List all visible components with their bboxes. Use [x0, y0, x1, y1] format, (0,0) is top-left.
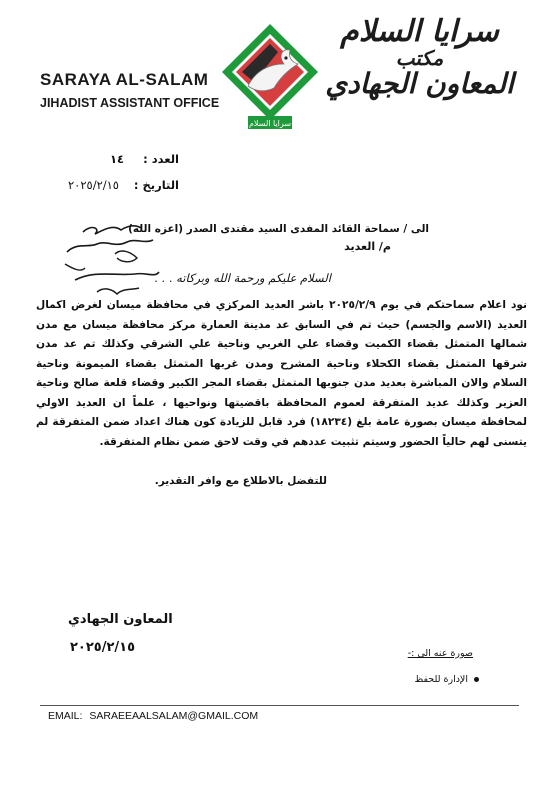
footer-email	[48, 710, 258, 722]
letter-body: نود اعلام سماحتكم في يوم ٢٠٢٥/٢/٩ باشر العديد المركزي في محافظة ميسان لغرض اكمال العديد (الاسم والجسم) حيث تم في السابق عد مدينة العمارة مركز محافظة ميسان مع مدن شمالها المتمثل بقضاء الكميت وقضاء علي الغربي وناحية علي الشرقي وكذلك تم عد مدن شرقها المتمثل بقضاء الكحلاء وناحية المشرح ومدن غربها المتمثل بقضاء الميمونة وناحية السلام والان المباشرة بعديد مدن جنوبها المتمثل بقضاء المجر الكبير وقضاء قلعة صالح وناحية العزير وكذلك عديد المتفرقة لعموم المحافظة باقضيتها ونواحيها ، علماً ان العديد الاولي لمحافظة ميسان بصورة عامة بلغ (١٨٢٣٤) فرد قابل للزيادة كون هناك اعداد ضمن المتفرقة لم يتسنى لهم حالياً الحضور وسيتم تثبيت عددهم في وقت لاحق ضمن نظام المتفرقة.	[36, 299, 527, 448]
cc-list-item	[414, 674, 479, 685]
logo-caption: سرايا السلام	[248, 119, 292, 128]
number-value: ١٤	[109, 152, 124, 166]
signatory-title: المعاون الجهادي	[68, 612, 173, 627]
org-name-ar: سرايا السلام	[340, 14, 499, 49]
email-label: EMAIL:	[48, 710, 83, 722]
subject-line: م/ العديد	[344, 240, 391, 253]
office-name-ar: المعاون الجهادي	[325, 66, 514, 100]
footer-divider	[40, 705, 519, 706]
cc-title: صورة عنه الى :-	[407, 648, 473, 659]
bullet-icon	[474, 677, 479, 682]
office-label-ar: مكتب	[395, 45, 444, 70]
office-name-en: JIHADIST ASSISTANT OFFICE	[40, 96, 220, 110]
dove-emblem-icon	[218, 20, 322, 132]
date-label: التاريخ :	[133, 178, 179, 192]
closing-line: للتفضل بالاطلاع مع وافر التقدير.	[154, 475, 327, 487]
greeting: السلام عليكم ورحمة الله وبركاته . . .	[154, 271, 331, 285]
email-address: SARAEEAALSALAM@GMAIL.COM	[89, 710, 259, 722]
org-name-en: SARAYA AL-SALAM	[40, 70, 209, 89]
cc-item-label: الإدارة للحفظ	[414, 674, 468, 685]
org-logo	[218, 20, 322, 132]
date-value: ٢٠٢٥/٢/١٥	[68, 178, 119, 192]
recipient-line: الى / سماحة القائد المفدى السيد مقتدى الصدر (اعزه الله)	[128, 223, 429, 235]
number-label: العدد :	[143, 152, 179, 166]
org-header-en	[40, 70, 240, 110]
signature-date: ٢٠٢٥/٢/١٥	[70, 640, 136, 655]
org-header-ar	[312, 16, 527, 116]
